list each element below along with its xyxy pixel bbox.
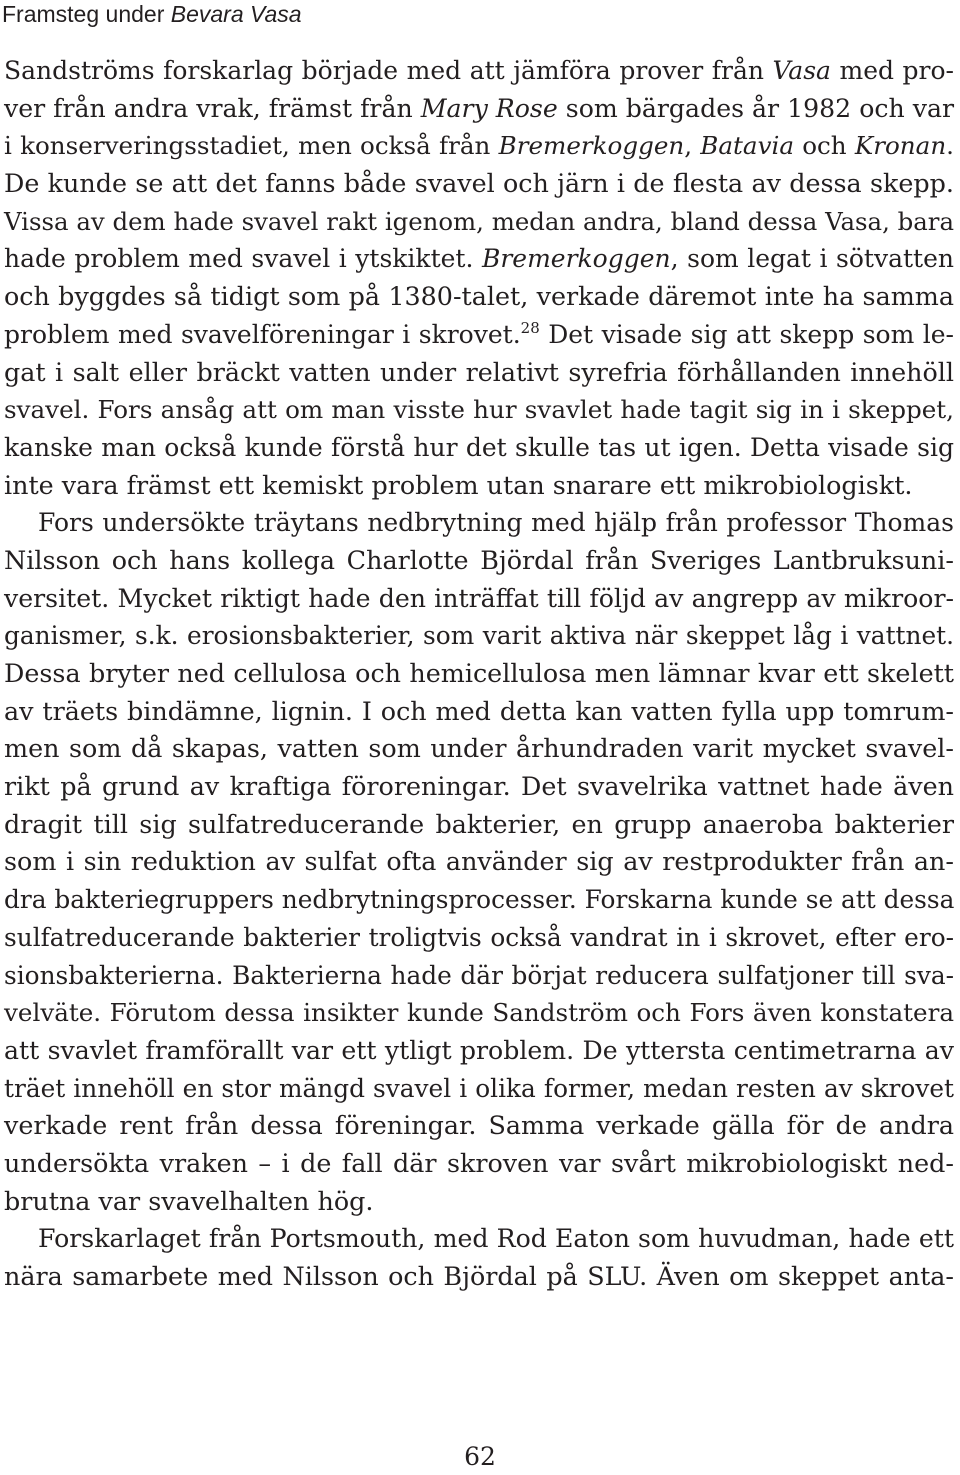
text-line: och byggdes så tidigt som på 1380-talet, verkade däremot inte ha samma: [4, 281, 954, 312]
italic-run: Kronan: [854, 131, 947, 161]
text-line: [4, 316, 954, 354]
italic-run: Bremerkoggen: [498, 131, 685, 161]
text-line: [4, 90, 954, 128]
text-line: De kunde se att det fanns både svavel och järn i de flesta av dessa skepp.: [4, 168, 954, 199]
text-line: sulfatreducerande bakterier troligtvis också vandrat in i skrovet, efter ero-: [4, 922, 954, 952]
body-text: [4, 52, 954, 1296]
text-run: hade problem med svavel i ytskiktet.: [4, 244, 482, 274]
text-run: , som legat i sötvatten: [670, 244, 954, 274]
running-head-text: Framsteg under: [2, 1, 171, 27]
text-line: svavel. Fors ansåg att om man visste hur svavlet hade tagit sig in i skeppet,: [4, 395, 954, 425]
text-line: sionsbakterierna. Bakterierna hade där börjat reducera sulfatjoner till sva-: [4, 960, 954, 990]
page-number: 62: [464, 1442, 496, 1471]
text-line: att svavlet framförallt var ett ytligt problem. De yttersta centimetrarna av: [4, 1035, 954, 1065]
text-line: versitet. Mycket riktigt hade den inträffat till följd av angrepp av mikroor-: [4, 583, 954, 613]
text-line: kanske man också kunde förstå hur det skulle tas ut igen. Detta visade sig: [4, 432, 954, 462]
text-run: ver från andra vrak, främst från: [4, 93, 421, 123]
footnote-marker: 28: [520, 318, 540, 337]
text-line: dra bakteriegruppers nedbrytningsprocesser. Forskarna kunde se att dessa: [4, 885, 955, 915]
italic-run: Bremerkoggen: [481, 244, 671, 274]
text-line: men som då skapas, vatten som under århundraden varit mycket svavel-: [4, 733, 954, 764]
text-run: problem med svavelföreningar i skrovet.: [4, 319, 521, 349]
running-head-italic: Bevara Vasa: [170, 1, 302, 27]
text-run: ,: [684, 131, 701, 161]
text-line: verkade rent från dessa föreningar. Samma verkade gälla för de andra: [4, 1110, 954, 1141]
text-line: gat i salt eller bräckt vatten under relativt syrefria förhållanden innehöll: [4, 356, 954, 387]
text-run: som bärgades år 1982 och var: [557, 93, 954, 123]
text-line: undersökta vraken – i de fall där skroven var svårt mikrobiologiskt ned-: [4, 1147, 954, 1178]
text-run: i konserveringsstadiet, men också från: [4, 131, 499, 161]
text-line: Forskarlaget från Portsmouth, med Rod Eaton som huvudman, hade ett: [38, 1224, 954, 1254]
text-line: [4, 52, 954, 90]
text-run: och: [794, 131, 855, 161]
text-line: träet innehöll en stor mängd svavel i olika former, medan resten av skrovet: [4, 1073, 954, 1103]
text-line: av träets bindämne, lignin. I och med detta kan vatten fylla upp tomrum-: [4, 695, 954, 726]
text-line: Fors undersökte träytans nedbrytning med hjälp från professor Thomas: [38, 508, 954, 538]
text-run: Sandströms forskarlag började med att jämföra prover från: [4, 56, 773, 85]
text-line: Nilsson och hans kollega Charlotte Björdal från Sveriges Lantbruksuni-: [4, 544, 954, 575]
text-run: Det visade sig att skepp som le-: [539, 319, 954, 349]
text-line: nära samarbete med Nilsson och Björdal på SLU. Även om skeppet anta-: [4, 1261, 954, 1291]
text-line: rikt på grund av kraftiga föroreningar. Det svavelrika vattnet hade även: [4, 771, 954, 802]
text-line: Dessa bryter ned cellulosa och hemicellulosa men lämnar kvar ett skelett: [4, 658, 954, 688]
text-run: .: [946, 131, 954, 161]
running-head: [2, 0, 302, 28]
text-line: ganismer, s.k. erosionsbakterier, som varit aktiva när skeppet låg i vattnet.: [4, 621, 954, 651]
text-line: inte vara främst ett kemiskt problem utan snarare ett mikrobiologiskt.: [4, 469, 913, 500]
text-line: som i sin reduktion av sulfat ofta använder sig av restprodukter från an-: [4, 846, 954, 877]
text-line: velväte. Förutom dessa insikter kunde Sandström och Fors även konstatera: [4, 998, 954, 1028]
text-line: dragit till sig sulfatreducerande bakterier, en grupp anaeroba bakterier: [4, 808, 954, 839]
text-line: Vissa av dem hade svavel rakt igenom, medan andra, bland dessa Vasa, bara: [4, 206, 954, 236]
text-line: brutna var svavelhalten hög.: [4, 1185, 374, 1216]
text-run: med pro-: [830, 56, 954, 85]
italic-run: Mary Rose: [420, 93, 558, 123]
text-line: [4, 240, 954, 278]
italic-run: Batavia: [700, 131, 794, 161]
text-line: [4, 127, 954, 165]
italic-run: Vasa: [772, 56, 831, 85]
